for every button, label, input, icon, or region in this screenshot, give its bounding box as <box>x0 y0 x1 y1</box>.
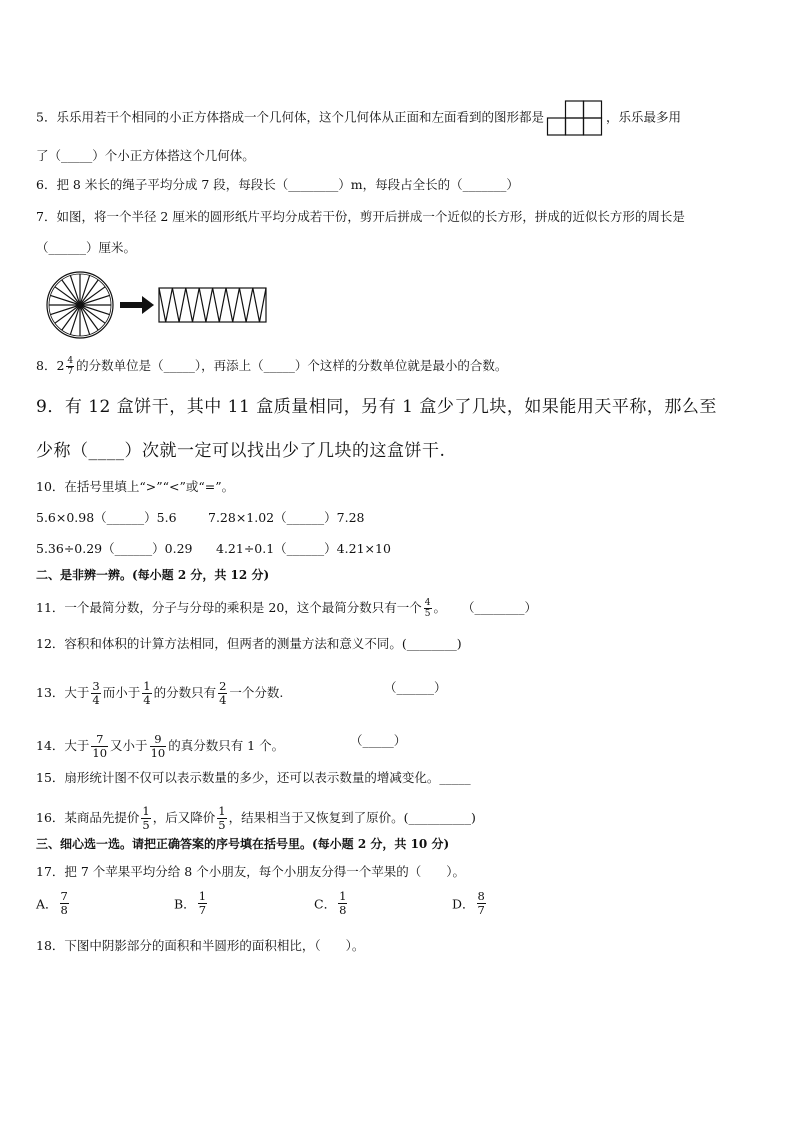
q11-text: 11．一个最简分数，分子与分母的乘积是 20，这个最简分数只有一个 <box>36 600 422 615</box>
q16-d1: 5 <box>142 818 150 832</box>
option-a-den: 8 <box>60 903 68 917</box>
q9-text-a: 9．有 12 盒饼干，其中 11 盒质量相同，另有 1 盒少了几块，如果能用天平称，那么至 <box>36 397 717 417</box>
q8-fraction <box>66 356 74 377</box>
q14-p1: 14．大于 <box>36 738 90 753</box>
sector-circle-icon <box>47 272 113 338</box>
option-a-fraction <box>60 890 69 917</box>
q6-line <box>36 177 519 193</box>
q14-d1: 10 <box>92 746 108 760</box>
option-a-label: A． <box>36 896 58 912</box>
q10-a2: 7.28×1.02（______）7.28 <box>208 510 365 525</box>
q14-n1: 7 <box>91 733 108 747</box>
section3-title: 三、细心选一选。请把正确答案的序号填在括号里。(每小题 2 分，共 10 分) <box>36 837 450 851</box>
option-d-label: D． <box>452 896 475 912</box>
q16-n1: 1 <box>142 804 150 818</box>
q11-line <box>36 598 537 619</box>
section3-title-line <box>36 836 449 852</box>
option-b-den: 7 <box>198 903 207 917</box>
q5-line2 <box>36 148 255 164</box>
q9-line1 <box>36 399 717 415</box>
view-grid-figure <box>546 100 604 136</box>
q11-blank: （________） <box>462 600 538 615</box>
q16-p3: ，结果相当于又恢复到了原价。(__________) <box>228 810 476 825</box>
q15-text: 15．扇形统计图不仅可以表示数量的多少，还可以表示数量的增减变化。_____ <box>36 770 471 785</box>
q14-blank: （_____） <box>350 733 407 748</box>
q11-num: 4 <box>424 598 431 608</box>
q13-d3: 4 <box>219 693 227 707</box>
q16-d2: 5 <box>218 818 226 832</box>
q5-text-b: ，乐乐最多用 <box>605 109 681 125</box>
q7-text-a: 7．如图，将一个半径 2 厘米的圆形纸片平均分成若干份，剪开后拼成一个近似的长方形，拼成的近似长方形的周长是 <box>36 209 685 224</box>
q13-line <box>36 679 447 707</box>
q18-line <box>36 938 364 954</box>
q14-line <box>36 732 407 760</box>
q17-option-a[interactable] <box>36 890 71 917</box>
q13-n2: 1 <box>143 679 151 693</box>
q13-p3: 的分数只有 <box>153 685 217 700</box>
q8-prefix: 8． <box>36 358 57 373</box>
q13-n1: 3 <box>92 679 100 693</box>
option-c-num: 1 <box>339 889 347 903</box>
q16-n2: 1 <box>218 804 226 818</box>
q13-blank: （______） <box>384 680 447 695</box>
q10-row1 <box>36 510 365 526</box>
option-d-den: 7 <box>477 903 485 917</box>
q17-line <box>36 864 465 880</box>
q9-text-b: 少称（____）次就一定可以找出少了几块的这盒饼干. <box>36 441 446 461</box>
q14-p3: 的真分数只有 1 个。 <box>168 738 285 753</box>
q6-text: 6．把 8 米长的绳子平均分成 7 段，每段长（________）m，每段占全长的（_______） <box>36 177 519 192</box>
q14-n2: 9 <box>150 733 167 747</box>
q7-line2 <box>36 240 136 256</box>
q16-fraction-1 <box>141 805 150 832</box>
q8-whole: 2 <box>56 358 65 373</box>
q13-d1: 4 <box>92 693 100 707</box>
q13-p1: 13．大于 <box>36 685 90 700</box>
right-arrow-icon <box>120 296 154 314</box>
q5-line1 <box>36 100 681 136</box>
q16-fraction-2 <box>217 805 226 832</box>
q13-p4: 一个分数. <box>229 685 284 700</box>
q11-den: 5 <box>424 609 431 619</box>
q17-option-d[interactable] <box>452 890 488 917</box>
q13-fraction-3 <box>218 680 227 707</box>
q14-p2: 又小于 <box>110 738 148 753</box>
q16-line <box>36 805 476 832</box>
q14-d2: 10 <box>150 746 166 760</box>
option-b-fraction <box>198 890 207 917</box>
option-a-num: 7 <box>60 889 68 903</box>
q11-tail: 。 <box>433 600 447 615</box>
section2-title: 二、是非辨一辨。(每小题 2 分，共 12 分) <box>36 568 270 582</box>
q14-fraction-1 <box>91 733 108 760</box>
option-b-num: 1 <box>198 889 207 903</box>
option-d-num: 8 <box>477 889 485 903</box>
q10-a1: 5.6×0.98（______）5.6 <box>36 510 177 525</box>
q18-text: 18．下图中阴影部分的面积和半圆形的面积相比，（ ）。 <box>36 938 365 953</box>
q10-title-line <box>36 479 234 495</box>
q15-line <box>36 770 471 786</box>
q12-line <box>36 636 462 652</box>
q13-d2: 4 <box>143 693 151 707</box>
q13-fraction-1 <box>91 680 100 707</box>
q13-p2: 而小于 <box>102 685 141 700</box>
q8-line <box>36 356 507 377</box>
option-c-label: C． <box>314 896 337 912</box>
q10-b1: 5.36÷0.29（______）0.29 <box>36 541 193 556</box>
option-d-fraction <box>477 890 486 917</box>
section2-title-line <box>36 567 269 583</box>
option-b-label: B． <box>174 896 196 912</box>
option-c-fraction <box>338 890 347 917</box>
q13-fraction-2 <box>142 680 151 707</box>
option-c-den: 8 <box>339 903 347 917</box>
q10-row2 <box>36 541 391 557</box>
q17-option-b[interactable] <box>174 890 209 917</box>
q5-text-c: 了（_____）个小正方体搭这个几何体。 <box>36 148 255 163</box>
q8-den: 7 <box>67 367 74 377</box>
q14-fraction-2 <box>150 733 167 760</box>
q8-num: 4 <box>67 356 74 366</box>
q17-text: 17．把 7 个苹果平均分给 8 个小朋友，每个小朋友分得一个苹果的（ ）。 <box>36 864 465 879</box>
q16-p1: 16．某商品先提价 <box>36 810 140 825</box>
q8-rest: 的分数单位是（_____），再添上（_____）个这样的分数单位就是最小的合数。 <box>76 358 508 373</box>
q10-title: 10．在括号里填上“>”“<”或“=”。 <box>36 479 235 494</box>
q10-b2: 4.21÷0.1（______）4.21×10 <box>216 541 391 556</box>
q11-fraction <box>424 598 432 619</box>
q7-figure <box>44 268 284 344</box>
q7-text-b: （______）厘米。 <box>36 240 137 255</box>
q17-option-c[interactable] <box>314 890 349 917</box>
q9-line2 <box>36 443 445 459</box>
q5-text-a: 5．乐乐用若干个相同的小正方体搭成一个几何体，这个几何体从正面和左面看到的图形都是 <box>36 109 544 125</box>
q16-p2: ，后又降价 <box>152 810 216 825</box>
approx-rectangle-icon <box>159 288 266 322</box>
q7-line1 <box>36 209 685 225</box>
q13-n3: 2 <box>219 679 227 693</box>
q12-text: 12．容积和体积的计算方法相同，但两者的测量方法和意义不同。(________) <box>36 636 462 651</box>
